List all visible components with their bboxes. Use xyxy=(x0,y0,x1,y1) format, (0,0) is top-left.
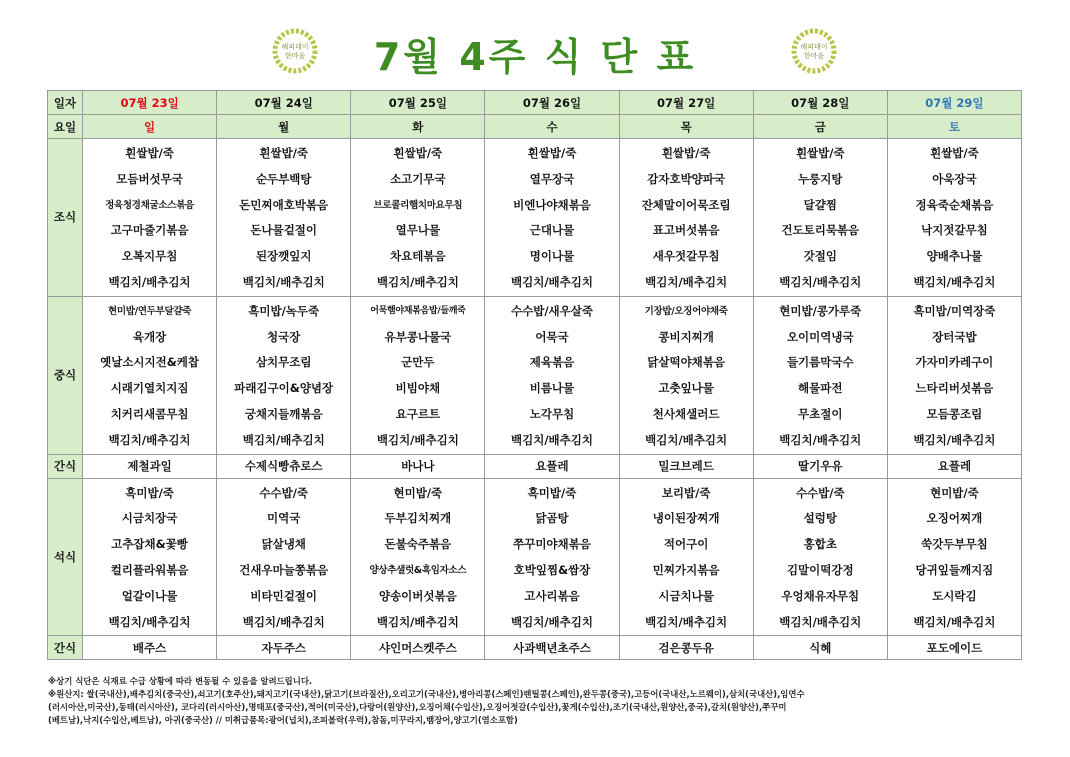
menu-item: 설렁탕 xyxy=(803,511,837,526)
menu-item: 백김치/배추김치 xyxy=(913,432,996,447)
snack-item: 사과백년초주스 xyxy=(485,636,619,660)
menu-item: 백김치/배추김치 xyxy=(242,432,325,447)
menu-item: 백김치/배추김치 xyxy=(376,432,459,447)
dinner-day-cell xyxy=(485,478,619,636)
menu-item: 정육청경채굴소스볶음 xyxy=(105,199,194,211)
breakfast-day-cell xyxy=(485,139,619,297)
breakfast-day-cell xyxy=(753,139,887,297)
date-cell: 07월 27일 xyxy=(619,91,753,115)
menu-item: 열무나물 xyxy=(395,223,441,238)
menu-item: 흰쌀밥/죽 xyxy=(393,146,443,160)
snack-label: 간식 xyxy=(48,454,83,478)
menu-item: 보리밥/죽 xyxy=(661,485,711,500)
menu-item: 소고기무국 xyxy=(390,171,446,186)
menu-item: 얼갈이나물 xyxy=(121,588,178,603)
menu-item: 백김치/배추김치 xyxy=(511,274,593,289)
date-cell: 07월 25일 xyxy=(351,91,485,115)
menu-item: 오징어찌개 xyxy=(926,511,983,526)
menu-item: 수수밥/새우살죽 xyxy=(511,303,593,318)
menu-item: 돈불숙주볶음 xyxy=(384,537,452,552)
menu-item: 제육볶음 xyxy=(529,355,575,370)
menu-item: 육개장 xyxy=(132,329,167,344)
menu-item: 가자미카레구이 xyxy=(915,355,994,370)
menu-item: 흰쌀밥/죽 xyxy=(795,146,845,160)
menu-item: 건도토리묵볶음 xyxy=(781,223,860,238)
menu-item: 수수밥/죽 xyxy=(795,485,845,500)
menu-item: 잔체말이어묵조림 xyxy=(641,197,731,212)
lunch-day-cell xyxy=(753,296,887,454)
date-cell: 07월 28일 xyxy=(753,91,887,115)
menu-item: 호박잎찜&쌈장 xyxy=(513,562,591,577)
date-label: 일자 xyxy=(48,91,83,115)
snack-label: 간식 xyxy=(48,636,83,660)
menu-item: 건새우마늘쫑볶음 xyxy=(239,562,329,577)
menu-item: 모듬버섯무국 xyxy=(116,171,183,186)
note-line: (러시아산,미국산),동태(러시아산), 코다리(러시아산),명태포(중국산),적어(미국산),다랑어(원양산),오징어채(수입산),오징어젓갈(수입산),꽃게(수입산),조기(국내산,원양산,중국),갈치(원양산),쭈꾸미 xyxy=(48,702,787,712)
menu-item: 요구르트 xyxy=(395,406,441,421)
menu-item: 백김치/배추김치 xyxy=(511,432,593,447)
menu-item: 흑미밥/미역장죽 xyxy=(913,303,996,318)
breakfast-day-cell xyxy=(887,139,1021,297)
menu-item: 당귀잎들깨지짐 xyxy=(915,562,994,577)
breakfast-day-cell xyxy=(619,139,753,297)
menu-item: 명이나물 xyxy=(529,249,575,264)
menu-item: 오복지무침 xyxy=(121,249,178,264)
menu-item: 치커리새콤무침 xyxy=(110,406,189,421)
menu-item: 민찌가지볶음 xyxy=(652,562,720,577)
menu-item: 쑥갓두부무침 xyxy=(921,537,988,552)
menu-item: 현미밥/연두부달걀죽 xyxy=(108,305,192,317)
weekday-cell: 화 xyxy=(351,115,485,139)
menu-item: 표고버섯볶음 xyxy=(652,223,720,238)
svg-text:한마음: 한마음 xyxy=(284,52,306,60)
menu-item: 고추잡채&꽃빵 xyxy=(111,537,188,552)
date-cell: 07월 29일 xyxy=(887,91,1021,115)
breakfast-row xyxy=(48,139,1022,297)
menu-item: 백김치/배추김치 xyxy=(242,274,325,289)
menu-item: 백김치/배추김치 xyxy=(779,274,862,289)
menu-item: 흰쌀밥/죽 xyxy=(661,146,711,160)
snack-item: 포도에이드 xyxy=(887,636,1021,660)
menu-item: 두부김치찌개 xyxy=(384,511,452,526)
weekday-cell: 월 xyxy=(217,115,351,139)
menu-item: 기장밥/오징어야채죽 xyxy=(644,305,728,317)
menu-item: 모듬콩조림 xyxy=(926,406,983,421)
menu-item: 어묵국 xyxy=(535,329,569,344)
menu-item: 흰쌀밥/죽 xyxy=(259,146,309,160)
dinner-day-cell xyxy=(83,478,217,636)
menu-item: 시금치장국 xyxy=(121,511,178,526)
menu-item: 궁채지들깨볶음 xyxy=(244,406,323,421)
menu-item: 장터국밥 xyxy=(932,329,977,344)
lunch-day-cell xyxy=(83,296,217,454)
menu-item: 백김치/배추김치 xyxy=(511,614,593,629)
day-label: 요일 xyxy=(48,115,83,139)
menu-item: 흑미밥/녹두죽 xyxy=(248,303,320,318)
menu-item: 컬리플라워볶음 xyxy=(110,562,189,577)
menu-item: 갓절임 xyxy=(803,249,837,264)
menu-item: 새우젓갈무침 xyxy=(652,249,720,264)
menu-item: 달걀찜 xyxy=(803,197,837,212)
menu-item: 삼치무조림 xyxy=(255,355,312,370)
breakfast-day-cell xyxy=(217,139,351,297)
menu-item: 콩비지찌개 xyxy=(658,329,714,344)
menu-item: 고춧잎나물 xyxy=(658,381,714,396)
menu-item: 고구마줄기볶음 xyxy=(110,223,189,238)
weekday-cell: 수 xyxy=(485,115,619,139)
page-title: 7월 4주 식 단 표 xyxy=(373,35,697,79)
menu-item: 백김치/배추김치 xyxy=(108,432,191,447)
dinner-day-cell xyxy=(619,478,753,636)
menu-item: 우엉채유자무침 xyxy=(781,588,860,603)
snack-item: 요플레 xyxy=(887,454,1021,478)
snack-item: 수제식빵츄로스 xyxy=(217,454,351,478)
breakfast-day-cell xyxy=(83,139,217,297)
menu-item: 양송이버섯볶음 xyxy=(378,588,457,603)
menu-item: 유부콩나물국 xyxy=(384,329,452,344)
menu-item: 백김치/배추김치 xyxy=(242,614,325,629)
svg-text:한마음: 한마음 xyxy=(803,52,825,60)
menu-item: 도시락김 xyxy=(932,588,977,603)
menu-item: 된장깻잎지 xyxy=(255,249,312,264)
menu-item: 양상추샐럿&흑임자소스 xyxy=(369,564,467,576)
note-line: ※원산지: 쌀(국내산),배추김치(중국산),쇠고기(호주산),돼지고기(국내산),닭고기(브라질산),오리고기(국내산),병아리콩(스페인)렌틸콩(스페인),완두콩(중국),고등어(국내산,노르웨이),삼치(국내산),임연수 xyxy=(48,689,805,699)
dinner-row xyxy=(48,478,1022,636)
lunch-day-cell xyxy=(887,296,1021,454)
weekday-cell: 일 xyxy=(83,115,217,139)
snack-item: 자두주스 xyxy=(217,636,351,660)
weekday-cell: 금 xyxy=(753,115,887,139)
menu-item: 비빔야채 xyxy=(395,381,441,396)
menu-item: 비엔나야채볶음 xyxy=(513,197,591,212)
menu-item: 백김치/배추김치 xyxy=(108,274,191,289)
menu-item: 백김치/배추김치 xyxy=(779,614,862,629)
menu-item: 흑미밥/죽 xyxy=(125,485,174,500)
weekday-cell: 목 xyxy=(619,115,753,139)
menu-item: 흰쌀밥/죽 xyxy=(125,146,174,160)
menu-item: 닭살떡야채볶음 xyxy=(647,355,726,370)
breakfast-label: 조식 xyxy=(48,139,83,297)
menu-item: 시래기열치지짐 xyxy=(110,381,189,396)
menu-item: 정육죽순채볶음 xyxy=(915,197,994,212)
snack-item: 밀크브레드 xyxy=(619,454,753,478)
menu-table xyxy=(47,90,1022,660)
menu-item: 현미밥/콩가루죽 xyxy=(779,303,862,318)
menu-item: 미역국 xyxy=(267,511,301,526)
dinner-day-cell xyxy=(887,478,1021,636)
snack-item: 제철과일 xyxy=(83,454,217,478)
menu-item: 옛날소시지전&케찹 xyxy=(100,355,200,370)
menu-item: 백김치/배추김치 xyxy=(645,432,728,447)
menu-item: 고사리볶음 xyxy=(524,588,580,603)
snack-item: 바나나 xyxy=(351,454,485,478)
menu-item: 김말이떡강정 xyxy=(786,562,854,577)
weekday-row xyxy=(48,115,1022,139)
snack-item: 요플레 xyxy=(485,454,619,478)
snack-item: 배주스 xyxy=(83,636,217,660)
menu-item: 파래김구이&양념장 xyxy=(234,381,334,396)
logo-right-wreath xyxy=(791,28,837,74)
menu-item: 닭살냉채 xyxy=(261,537,306,552)
menu-item: 수수밥/죽 xyxy=(259,485,309,500)
note-line: (베트남),낙지(수입산,베트남), 아귀(중국산) // 미취급품목:광어(넙치),조피볼락(우럭),참돔,미꾸라지,뱀장어,양고기(염소포함) xyxy=(48,715,518,725)
svg-text:해피데이: 해피데이 xyxy=(800,43,828,51)
menu-item: 천사채샐러드 xyxy=(652,406,720,421)
menu-item: 백김치/배추김치 xyxy=(376,274,459,289)
snack-item: 검은콩두유 xyxy=(619,636,753,660)
menu-item: 적어구이 xyxy=(663,537,709,552)
menu-item: 현미밥/죽 xyxy=(393,485,443,500)
menu-item: 비름나물 xyxy=(529,381,575,396)
menu-item: 쭈꾸미야채볶음 xyxy=(513,537,591,552)
snack-item: 딸기우유 xyxy=(753,454,887,478)
menu-item: 감자호박양파국 xyxy=(647,171,726,186)
weekday-cell: 토 xyxy=(887,115,1021,139)
menu-item: 냉이된장찌개 xyxy=(652,511,720,526)
snack-row-evening xyxy=(48,636,1022,660)
menu-item: 열무장국 xyxy=(529,171,575,186)
dinner-day-cell xyxy=(351,478,485,636)
lunch-label: 중식 xyxy=(48,296,83,454)
menu-item: 느타리버섯볶음 xyxy=(915,381,994,396)
date-cell: 07월 23일 xyxy=(83,91,217,115)
notes xyxy=(48,675,1028,727)
menu-item: 백김치/배추김치 xyxy=(645,614,728,629)
svg-text:해피데이: 해피데이 xyxy=(281,43,309,51)
lunch-day-cell xyxy=(351,296,485,454)
lunch-row xyxy=(48,296,1022,454)
menu-item: 돈나물겉절이 xyxy=(250,223,318,238)
menu-item: 브로콜리햄치마요무침 xyxy=(373,199,463,211)
snack-item: 샤인머스켓주스 xyxy=(351,636,485,660)
menu-item: 어묵햄야채볶음밥/들깨죽 xyxy=(370,305,466,316)
snack-row-afternoon xyxy=(48,454,1022,478)
menu-item: 차요테볶음 xyxy=(390,249,446,264)
menu-item: 백김치/배추김치 xyxy=(645,274,728,289)
dinner-label: 석식 xyxy=(48,478,83,636)
menu-item: 청국장 xyxy=(267,329,301,344)
menu-item: 순두부백탕 xyxy=(255,171,312,186)
menu-item: 백김치/배추김치 xyxy=(779,432,862,447)
menu-item: 홍합초 xyxy=(803,537,837,552)
menu-item: 누룽지탕 xyxy=(798,171,843,186)
menu-item: 닭곰탕 xyxy=(535,511,569,526)
menu-item: 시금치나물 xyxy=(658,588,714,603)
menu-item: 비타민겉절이 xyxy=(250,588,318,603)
menu-item: 돈민찌애호박볶음 xyxy=(239,197,329,212)
lunch-day-cell xyxy=(485,296,619,454)
menu-item: 아욱장국 xyxy=(932,171,977,186)
menu-item: 흰쌀밥/죽 xyxy=(527,146,577,160)
dinner-day-cell xyxy=(217,478,351,636)
date-cell: 07월 26일 xyxy=(485,91,619,115)
title-row xyxy=(0,22,1070,78)
dinner-day-cell xyxy=(753,478,887,636)
menu-item: 백김치/배추김치 xyxy=(913,274,996,289)
menu-item: 흑미밥/죽 xyxy=(527,485,577,500)
menu-item: 노각무침 xyxy=(529,406,575,421)
lunch-day-cell xyxy=(217,296,351,454)
menu-item: 무초절이 xyxy=(798,406,843,421)
breakfast-day-cell xyxy=(351,139,485,297)
menu-item: 오이미역냉국 xyxy=(786,329,854,344)
menu-item: 들기름막국수 xyxy=(786,355,854,370)
date-cell: 07월 24일 xyxy=(217,91,351,115)
menu-item: 흰쌀밥/죽 xyxy=(930,146,979,160)
menu-item: 낙지젓갈무침 xyxy=(921,223,988,238)
menu-item: 백김치/배추김치 xyxy=(376,614,459,629)
note-line: ※상기 식단은 식재료 수급 상황에 따라 변동될 수 있음을 알려드립니다. xyxy=(48,676,313,686)
menu-item: 근대나물 xyxy=(529,223,575,238)
lunch-day-cell xyxy=(619,296,753,454)
date-row xyxy=(48,91,1022,115)
menu-item: 백김치/배추김치 xyxy=(108,614,191,629)
menu-item: 군만두 xyxy=(401,355,435,370)
snack-item: 식혜 xyxy=(753,636,887,660)
menu-item: 해물파전 xyxy=(798,381,843,396)
menu-item: 현미밥/죽 xyxy=(930,485,979,500)
menu-item: 백김치/배추김치 xyxy=(913,614,996,629)
menu-item: 양배추나물 xyxy=(926,249,983,264)
